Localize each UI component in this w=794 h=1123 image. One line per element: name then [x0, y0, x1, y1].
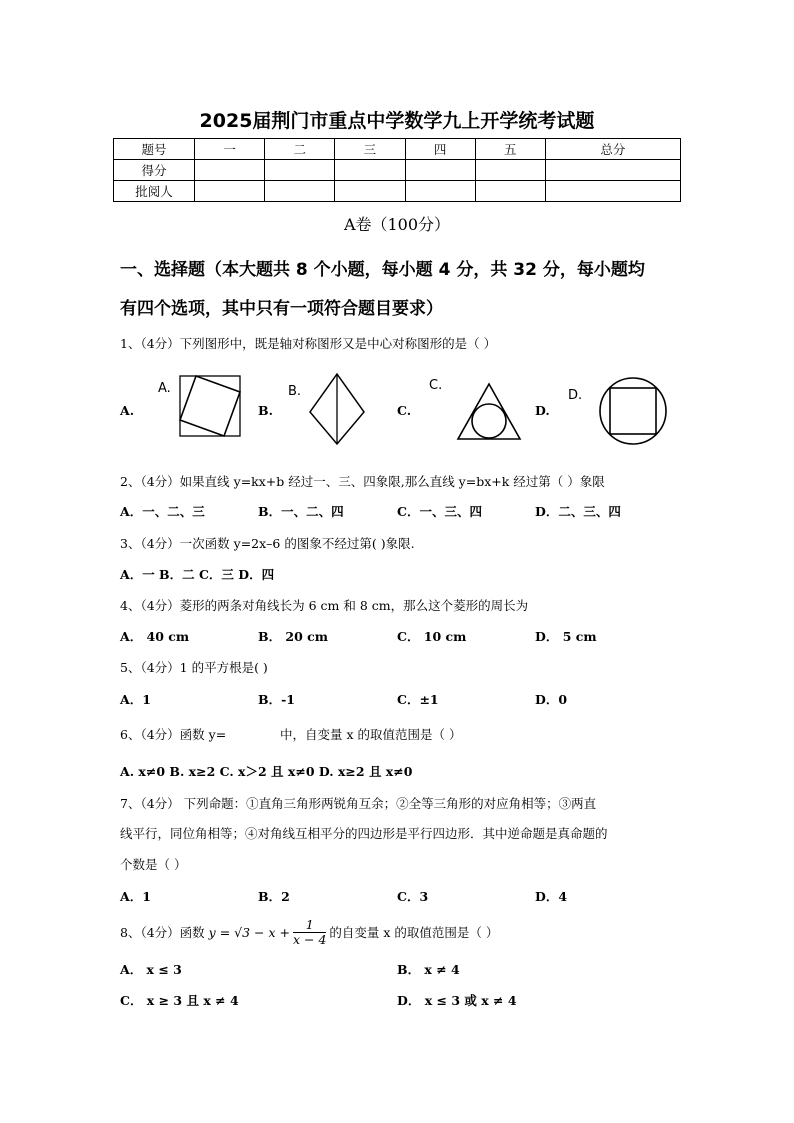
q8-option-b[interactable]: B． x ≠ 4	[397, 962, 460, 977]
question-4-text: 4、（4分）菱形的两条对角线长为 6 cm 和 8 cm，那么这个菱形的周长为	[120, 598, 529, 613]
q5-option-d[interactable]: D．0	[535, 692, 568, 707]
q2-option-a[interactable]: A．一、二、三	[120, 504, 205, 519]
question-6-text-a: 6、（4分）函数 y=	[120, 727, 227, 742]
score-table-row	[114, 181, 681, 202]
question-8-fraction	[293, 918, 326, 947]
q8-option-d[interactable]: D． x ≤ 3 或 x ≠ 4	[397, 993, 517, 1008]
q2-option-b[interactable]: B．一、二、四	[258, 504, 344, 519]
q1-figure-c-triangle-circle-icon	[456, 382, 522, 442]
score-input-cell[interactable]	[545, 160, 680, 181]
q6-options[interactable]: A. x≠0 B. x≥2 C. x＞2 且 x≠0 D. x≥2 且 x≠0	[120, 764, 413, 779]
score-input-cell[interactable]	[265, 160, 335, 181]
question-6-text-b: 中，自变量 x 的取值范围是（ ）	[280, 727, 462, 742]
question-7-line1: 7、（4分） 下列命题：①直角三角形两锐角互余；②全等三角形的对应角相等；③两直	[120, 796, 597, 811]
section-heading-line1: 一、选择题（本大题共 8 个小题，每小题 4 分，共 32 分，每小题均	[120, 260, 645, 280]
q1-option-c[interactable]: C.	[397, 403, 412, 418]
q2-option-d[interactable]: D．二、三、四	[535, 504, 621, 519]
q1-figure-a-square-in-square-icon	[178, 374, 242, 438]
grader-input-cell[interactable]	[475, 181, 545, 202]
grader-input-cell[interactable]	[405, 181, 475, 202]
q1-figure-d-circle-square-icon	[598, 376, 668, 446]
grader-input-cell[interactable]	[265, 181, 335, 202]
grader-input-cell[interactable]	[335, 181, 405, 202]
q1-option-b[interactable]: B.	[258, 403, 273, 418]
q7-option-d[interactable]: D．4	[535, 889, 568, 904]
q8-option-c[interactable]: C． x ≥ 3 且 x ≠ 4	[120, 993, 239, 1008]
q4-option-d[interactable]: D． 5 cm	[535, 629, 597, 644]
question-2-text: 2、（4分）如果直线 y=kx+b 经过一、三、四象限,那么直线 y=bx+k 经过第（ ）象限	[120, 474, 605, 489]
q1-figure-a-label: A.	[158, 381, 171, 396]
section-heading-line2: 有四个选项，其中只有一项符合题目要求）	[120, 299, 443, 319]
score-table-cell: 五	[475, 139, 545, 160]
exam-title: 2025届荆门市重点中学数学九上开学统考试题	[199, 110, 595, 132]
q5-option-c[interactable]: C．±1	[397, 692, 439, 707]
q1-option-d[interactable]: D.	[535, 403, 550, 418]
question-8-line	[120, 913, 498, 951]
score-table-row-label: 批阅人	[114, 181, 195, 202]
q7-option-c[interactable]: C．3	[397, 889, 429, 904]
score-table-cell: 题号	[114, 139, 195, 160]
q7-option-a[interactable]: A．1	[120, 889, 151, 904]
q8-option-a[interactable]: A． x ≤ 3	[120, 962, 182, 977]
q4-option-a[interactable]: A． 40 cm	[120, 629, 190, 644]
question-8-suffix: 的自变量 x 的取值范围是（ ）	[329, 925, 499, 940]
score-input-cell[interactable]	[405, 160, 475, 181]
q4-option-b[interactable]: B． 20 cm	[258, 629, 329, 644]
question-7-line3: 个数是（ ）	[120, 857, 187, 872]
q1-figure-d-label: D.	[568, 388, 583, 403]
question-3-text: 3、（4分）一次函数 y=2x–6 的图象不经过第( )象限.	[120, 536, 415, 551]
fraction-numerator: 1	[293, 918, 326, 933]
question-1-text: 1、（4分）下列图形中，既是轴对称图形又是中心对称图形的是（ ）	[120, 336, 497, 351]
score-input-cell[interactable]	[475, 160, 545, 181]
score-table-cell: 总分	[545, 139, 680, 160]
question-5-text: 5、（4分）1 的平方根是( )	[120, 660, 268, 675]
q1-figure-b-label: B.	[288, 384, 302, 399]
q1-figure-b-kite-icon	[308, 372, 366, 446]
score-table-cell: 一	[195, 139, 265, 160]
grader-input-cell[interactable]	[545, 181, 680, 202]
q1-figure-c-label: C.	[429, 378, 443, 393]
score-table-row	[114, 160, 681, 181]
score-table-cell: 四	[405, 139, 475, 160]
q2-option-c[interactable]: C．一、三、四	[397, 504, 482, 519]
score-table-header-row	[114, 139, 681, 160]
paper-label: A卷（100分）	[343, 215, 451, 234]
score-input-cell[interactable]	[195, 160, 265, 181]
q7-option-b[interactable]: B．2	[258, 889, 290, 904]
fraction-denominator: x − 4	[292, 931, 327, 947]
score-input-cell[interactable]	[335, 160, 405, 181]
score-table-row-label: 得分	[114, 160, 195, 181]
q5-option-a[interactable]: A．1	[120, 692, 151, 707]
q4-option-c[interactable]: C． 10 cm	[397, 629, 467, 644]
question-8-prefix: 8、（4分）函数	[120, 925, 205, 940]
q5-option-b[interactable]: B．-1	[258, 692, 295, 707]
score-table-cell: 二	[265, 139, 335, 160]
grader-input-cell[interactable]	[195, 181, 265, 202]
score-table	[113, 138, 681, 202]
question-8-formula: y = √3 − x +	[208, 924, 290, 940]
q1-option-a[interactable]: A.	[120, 403, 135, 418]
q3-options[interactable]: A．一 B．二 C．三 D．四	[120, 567, 275, 582]
question-7-line2: 线平行，同位角相等；④对角线互相平分的四边形是平行四边形．其中逆命题是真命题的	[120, 826, 608, 841]
score-table-cell: 三	[335, 139, 405, 160]
